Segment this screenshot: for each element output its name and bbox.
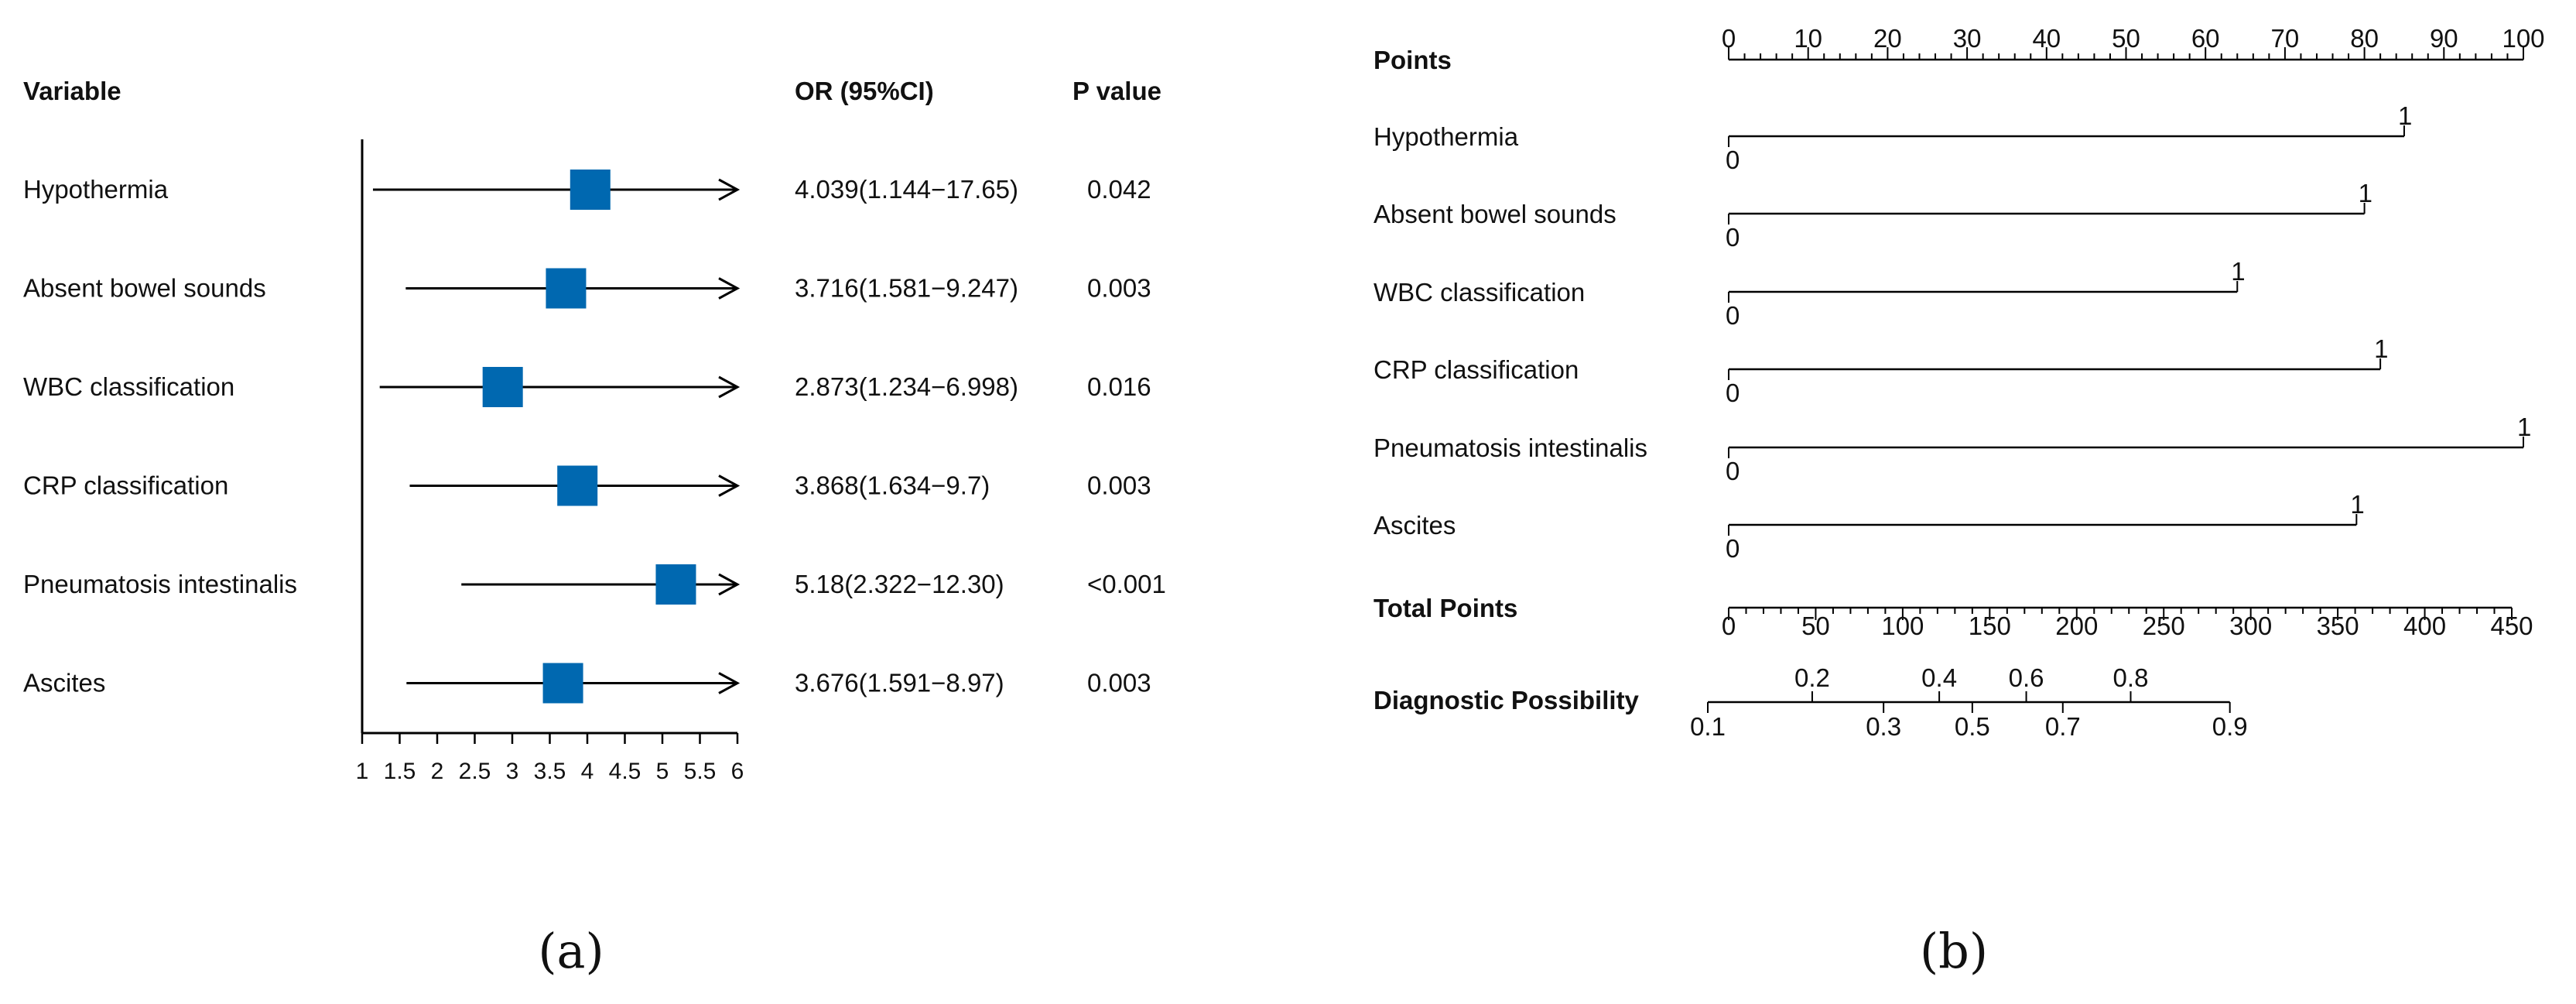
forest-row-label: Hypothermia (23, 175, 169, 204)
panel-label-b: (b) (1919, 923, 1989, 979)
total-tick-label: 400 (2403, 612, 2447, 640)
predictor-high-value: 1 (2397, 101, 2413, 130)
or-ci-text: 3.868(1.634−9.7) (795, 471, 990, 500)
predictor-label: Hypothermia (1374, 122, 1519, 151)
forest-row (23, 367, 1151, 407)
total-tick-label: 300 (2229, 612, 2273, 640)
predictor-low-value: 0 (1726, 223, 1740, 252)
or-point (655, 564, 696, 605)
p-value-text: 0.016 (1087, 372, 1151, 401)
p-value-text: <0.001 (1087, 570, 1166, 598)
probability-tick-label: 0.1 (1690, 712, 1726, 741)
forest-x-tick-label: 4.5 (608, 759, 641, 784)
forest-plot-panel (0, 0, 1269, 1004)
probability-tick-label: 0.7 (2044, 712, 2081, 741)
points-tick-label: 60 (2191, 24, 2220, 53)
predictor-label: CRP classification (1374, 355, 1579, 384)
probability-axis-label: Diagnostic Possibility (1374, 686, 1639, 714)
points-tick-label: 40 (2032, 24, 2061, 53)
predictor-high-value: 1 (2350, 490, 2365, 519)
forest-x-tick-label: 1.5 (383, 759, 416, 784)
p-value-text: 0.003 (1087, 471, 1151, 500)
p-value-text: 0.003 (1087, 273, 1151, 303)
probability-tick-label: 0.5 (1954, 712, 1990, 741)
forest-x-tick-label: 3.5 (533, 759, 566, 784)
p-value-header: P value (1072, 77, 1161, 105)
predictor-low-value: 0 (1726, 379, 1740, 407)
forest-row (23, 466, 1151, 506)
total-tick-label: 50 (1801, 612, 1830, 640)
probability-tick-label: 0.3 (1866, 712, 1902, 741)
predictor-high-value: 1 (2517, 413, 2532, 441)
points-tick-label: 20 (1873, 24, 1902, 53)
predictor-row (1374, 490, 2365, 563)
or-point (483, 367, 523, 407)
predictor-high-value: 1 (2374, 334, 2389, 363)
or-ci-text: 2.873(1.234−6.998) (795, 372, 1018, 401)
forest-x-tick-label: 6 (730, 759, 744, 784)
nomogram-panel (1269, 0, 2576, 1004)
probability-tick-label: 0.9 (2212, 712, 2248, 741)
forest-x-tick-label: 5.5 (683, 759, 717, 784)
or-point (546, 269, 586, 309)
predictor-label: Absent bowel sounds (1374, 200, 1616, 228)
or-point (543, 663, 583, 704)
forest-x-tick-label: 1 (355, 759, 369, 784)
panel-label-a: (a) (538, 923, 604, 979)
total-tick-label: 200 (2055, 612, 2099, 640)
points-tick-label: 10 (1794, 24, 1823, 53)
points-tick-label: 90 (2429, 24, 2458, 53)
predictor-row (1374, 413, 2531, 485)
or-ci-header: OR (95%CI) (795, 77, 934, 105)
or-ci-text: 5.18(2.322−12.30) (795, 570, 1004, 598)
probability-tick-label: 0.6 (2008, 663, 2044, 692)
forest-row-label: CRP classification (23, 471, 229, 500)
probability-tick-label: 0.2 (1794, 663, 1830, 692)
predictor-label: WBC classification (1374, 278, 1586, 307)
forest-x-tick-label: 4 (580, 759, 594, 784)
predictor-row (1374, 334, 2388, 407)
forest-x-tick-label: 2.5 (458, 759, 491, 784)
predictor-row (1374, 101, 2412, 174)
or-ci-text: 3.716(1.581−9.247) (795, 273, 1018, 303)
nomogram-content (1374, 24, 2545, 741)
predictor-label: Pneumatosis intestinalis (1374, 433, 1648, 462)
forest-x-tick-label: 5 (655, 759, 669, 784)
points-tick-label: 100 (2502, 24, 2545, 53)
probability-tick-label: 0.8 (2112, 663, 2149, 692)
predictor-high-value: 1 (2358, 179, 2372, 207)
predictor-low-value: 0 (1726, 146, 1740, 174)
total-tick-label: 350 (2316, 612, 2359, 640)
total-tick-label: 100 (1881, 612, 1924, 640)
forest-rows (23, 170, 1166, 704)
predictor-high-value: 1 (2231, 257, 2246, 286)
total-tick-label: 150 (1968, 612, 2011, 640)
total-points-label: Total Points (1374, 594, 1518, 622)
or-point (557, 466, 597, 506)
predictor-low-value: 0 (1726, 457, 1740, 485)
predictor-low-value: 0 (1726, 534, 1740, 563)
or-point (570, 170, 611, 210)
points-tick-label: 50 (2112, 24, 2140, 53)
p-value-text: 0.003 (1087, 668, 1151, 697)
forest-x-tick-label: 2 (430, 759, 444, 784)
or-ci-text: 3.676(1.591−8.97) (795, 668, 1004, 697)
predictor-row (1374, 179, 2372, 252)
forest-row-label: Ascites (23, 668, 106, 697)
forest-row (23, 564, 1166, 605)
forest-row (23, 269, 1151, 309)
forest-x-tick-label: 3 (505, 759, 519, 784)
or-ci-text: 4.039(1.144−17.65) (795, 175, 1018, 204)
forest-row-label: Pneumatosis intestinalis (23, 570, 298, 598)
points-axis-label: Points (1374, 46, 1452, 74)
p-value-text: 0.042 (1087, 175, 1151, 204)
total-tick-label: 450 (2490, 612, 2533, 640)
forest-row (23, 170, 1151, 210)
points-tick-label: 80 (2350, 24, 2379, 53)
forest-row (23, 663, 1151, 704)
total-tick-label: 0 (1721, 612, 1736, 640)
predictor-label: Ascites (1374, 511, 1456, 540)
predictor-row (1374, 257, 2246, 330)
variable-header: Variable (23, 77, 121, 105)
forest-row-label: Absent bowel sounds (23, 273, 266, 303)
points-tick-label: 30 (1952, 24, 1982, 53)
forest-row-label: WBC classification (23, 372, 235, 401)
nomogram (1269, 0, 2576, 1004)
points-tick-label: 0 (1721, 24, 1736, 53)
total-tick-label: 250 (2142, 612, 2185, 640)
predictor-low-value: 0 (1726, 301, 1740, 330)
probability-tick-label: 0.4 (1921, 663, 1958, 692)
points-tick-label: 70 (2270, 24, 2300, 53)
forest-plot (0, 0, 1269, 1004)
